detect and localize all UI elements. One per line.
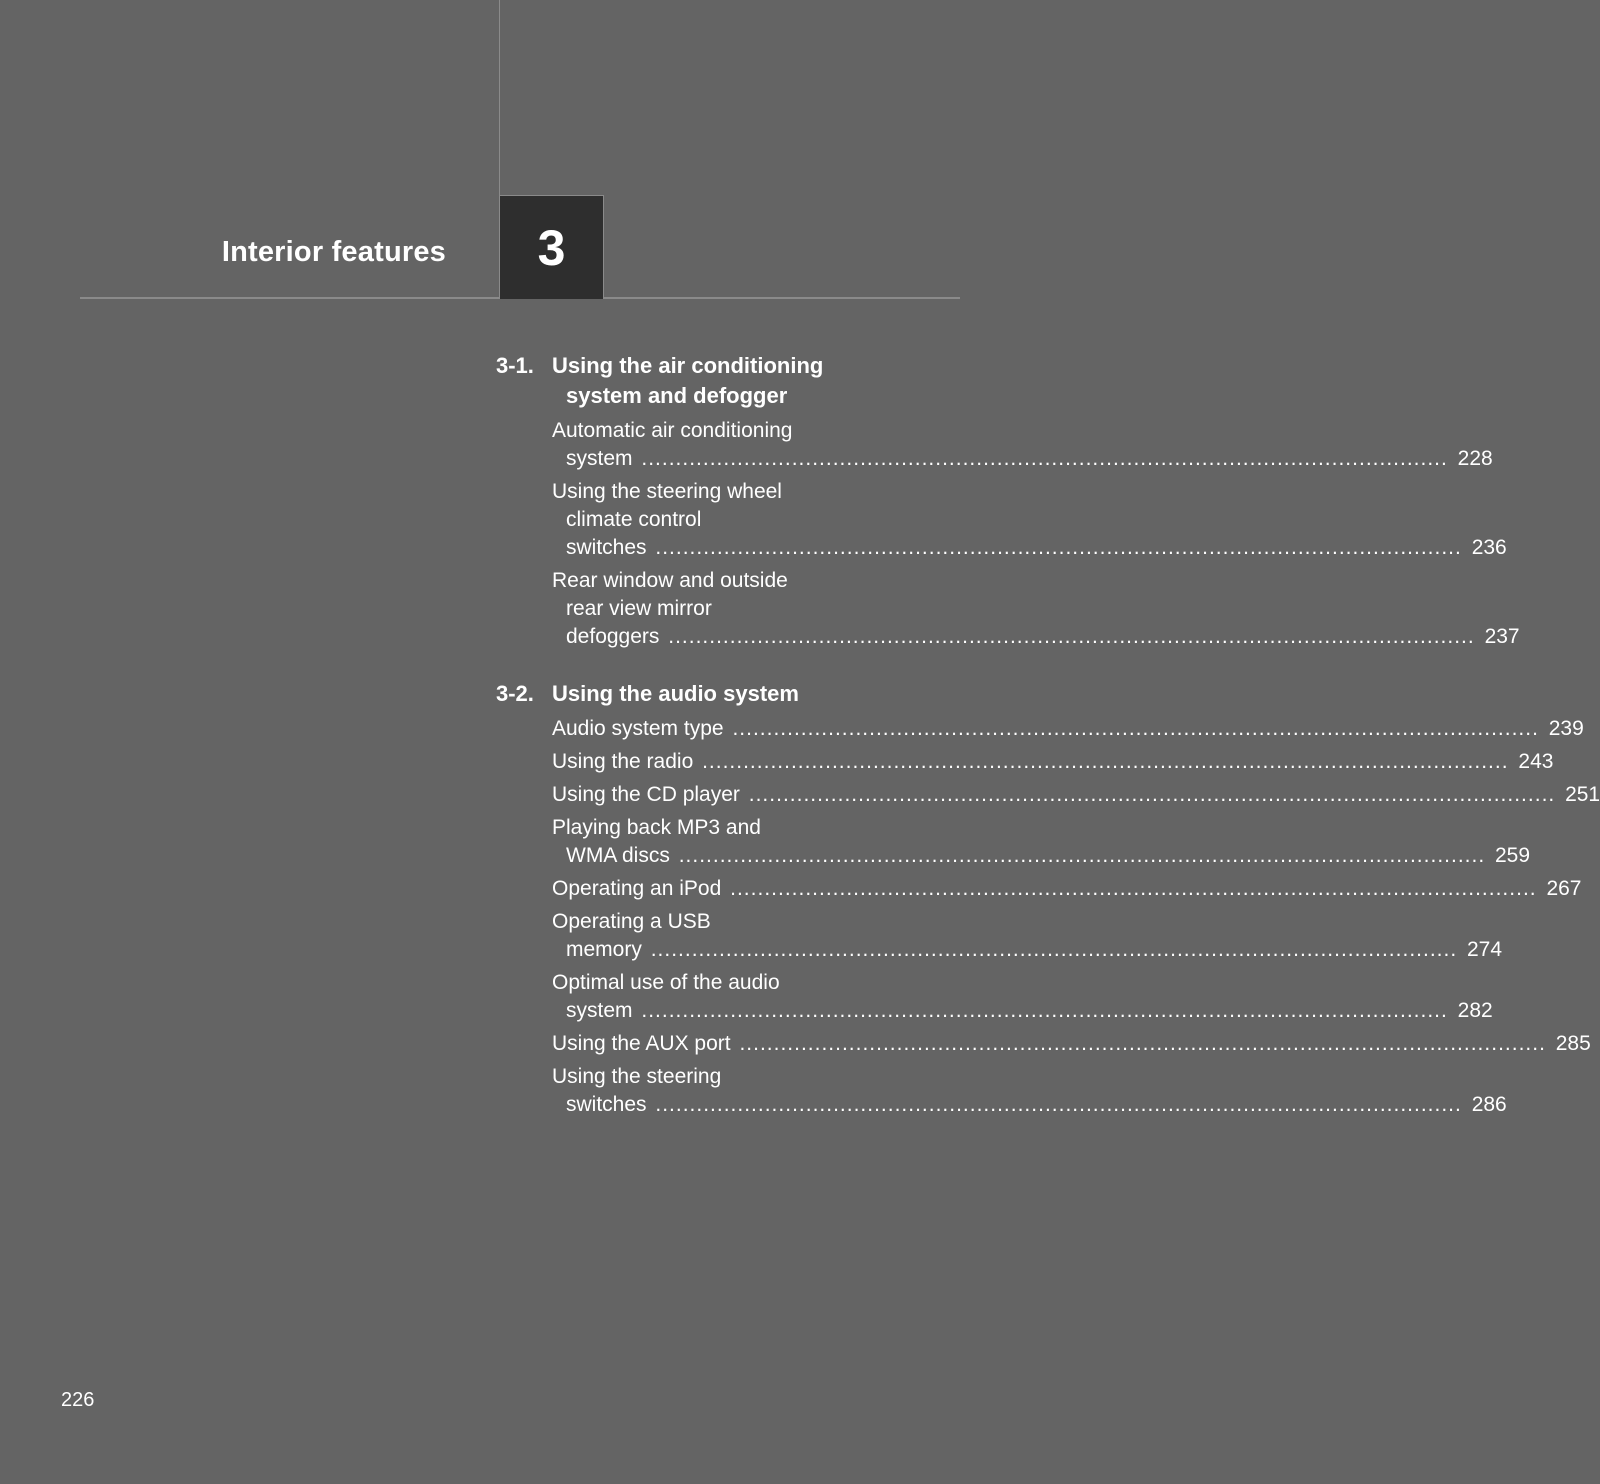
entry-text: system — [566, 447, 633, 470]
entry-text: system — [566, 999, 633, 1022]
entry-text: defoggers — [566, 625, 660, 648]
entry-text: Using the CD player — [552, 783, 740, 806]
dot-leader — [702, 750, 1508, 773]
dot-leader — [679, 844, 1485, 867]
toc-entry[interactable] — [552, 715, 1584, 743]
entry-text: Using the steering — [552, 1065, 722, 1088]
section-number: 3-2. — [496, 681, 534, 706]
toc-entry[interactable] — [552, 875, 1582, 903]
toc-entry[interactable] — [552, 1030, 1591, 1058]
entry-text: Automatic air conditioning — [552, 419, 793, 442]
entry-page-number: 236 — [1471, 536, 1507, 559]
dot-leader — [668, 625, 1474, 648]
entry-page-number: 243 — [1518, 750, 1554, 773]
entry-text: memory — [566, 938, 642, 961]
entry-text: WMA discs — [566, 844, 670, 867]
toc-entry[interactable] — [552, 1063, 1507, 1119]
toc-entry[interactable] — [552, 567, 1520, 651]
entry-text: rear view mirror — [566, 597, 712, 620]
entry-page-number: 251 — [1565, 783, 1600, 806]
toc-entry[interactable] — [552, 748, 1554, 776]
dot-leader — [739, 1032, 1545, 1055]
entry-text: Rear window and outside — [552, 569, 788, 592]
table-of-contents — [496, 351, 1600, 1147]
dot-leader — [749, 783, 1555, 806]
chapter-title: Interior features — [221, 236, 446, 268]
entry-text: Using the AUX port — [552, 1032, 731, 1055]
toc-entry[interactable] — [552, 908, 1503, 964]
toc-entry[interactable] — [552, 814, 1531, 870]
section-title — [552, 351, 868, 411]
toc-entry[interactable] — [552, 969, 1493, 1025]
entry-page-number: 237 — [1484, 625, 1520, 648]
dot-leader — [730, 877, 1536, 900]
entry-text: Audio system type — [552, 717, 724, 740]
entry-page-number: 282 — [1457, 999, 1493, 1022]
dot-leader — [641, 999, 1447, 1022]
section-heading — [496, 351, 868, 411]
entry-text: Operating a USB — [552, 910, 711, 933]
toc-section-3-2 — [496, 679, 1600, 1119]
entry-page-number: 285 — [1555, 1032, 1591, 1055]
dot-leader — [655, 536, 1461, 559]
toc-entry[interactable] — [552, 417, 1493, 473]
entry-text: switches — [566, 536, 647, 559]
page-number: 226 — [61, 1389, 95, 1411]
entry-page-number: 259 — [1495, 844, 1531, 867]
entry-text: Operating an iPod — [552, 877, 722, 900]
section-title-line: Using the air conditioning — [552, 353, 824, 378]
entry-text: Playing back MP3 and — [552, 816, 761, 839]
chapter-number-badge — [500, 195, 604, 299]
section-title-line: Using the audio system — [552, 681, 799, 706]
entry-text: climate control — [566, 508, 702, 531]
dot-leader — [651, 938, 1457, 961]
section-title-line: system and defogger — [566, 383, 788, 408]
entry-page-number: 228 — [1457, 447, 1493, 470]
entry-page-number: 274 — [1467, 938, 1503, 961]
entry-page-number: 286 — [1471, 1093, 1507, 1116]
section-heading — [496, 679, 868, 709]
toc-section-3-1 — [496, 351, 1520, 651]
entry-text: Using the steering wheel — [552, 480, 782, 503]
dot-leader — [641, 447, 1447, 470]
section-title — [552, 679, 868, 709]
toc-entry[interactable] — [552, 478, 1507, 562]
entry-page-number: 239 — [1548, 717, 1584, 740]
dot-leader — [655, 1093, 1461, 1116]
entry-text: Using the radio — [552, 750, 694, 773]
entry-page-number: 267 — [1546, 877, 1582, 900]
entry-text: switches — [566, 1093, 647, 1116]
toc-entry[interactable] — [552, 781, 1600, 809]
section-number: 3-1. — [496, 353, 534, 378]
chapter-number: 3 — [537, 219, 566, 276]
dot-leader — [732, 717, 1538, 740]
entry-text: Optimal use of the audio — [552, 971, 780, 994]
